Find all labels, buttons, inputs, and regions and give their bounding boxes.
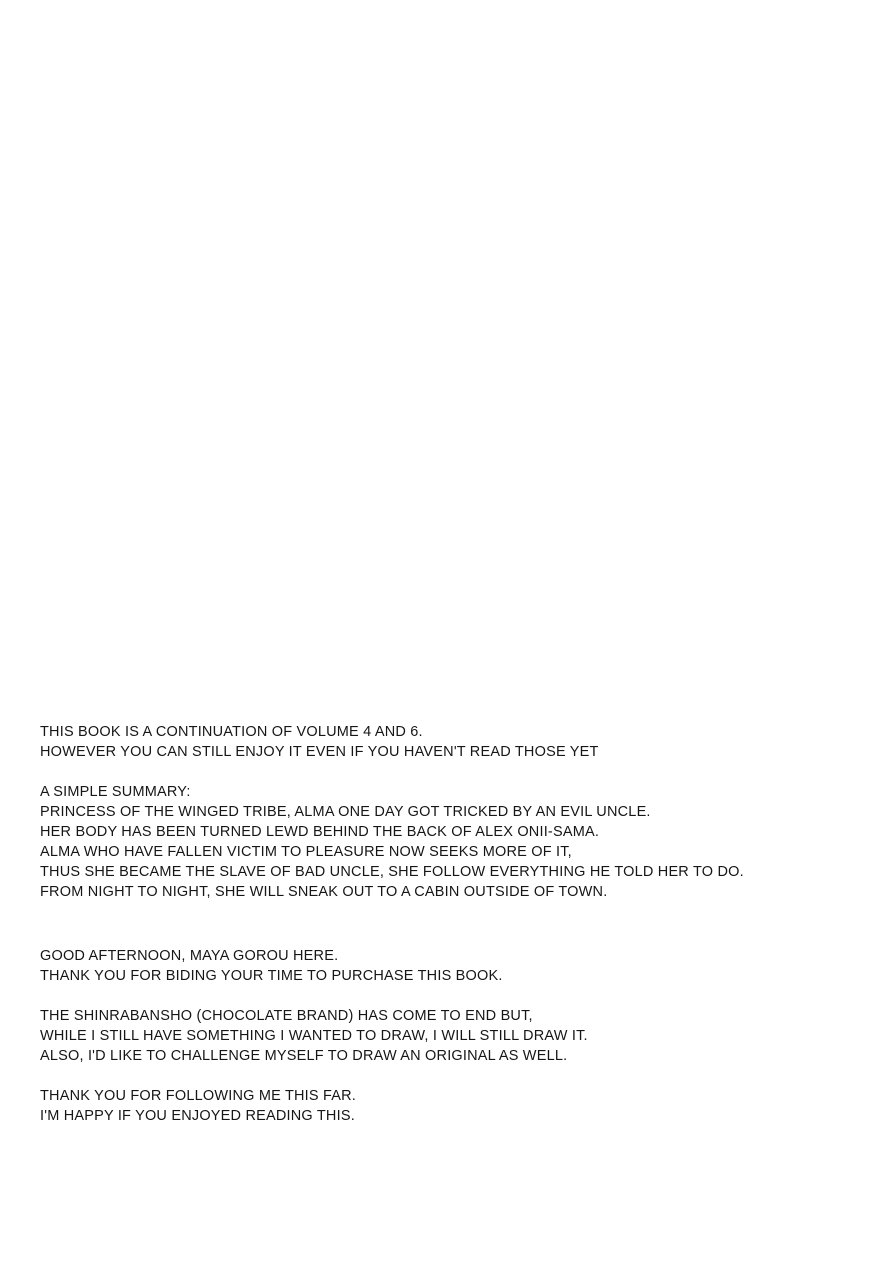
afterword-line: GOOD AFTERNOON, MAYA GOROU HERE.	[40, 948, 339, 964]
afterword-line: ALSO, I'D LIKE TO CHALLENGE MYSELF TO DRAW AN ORIGINAL AS WELL.	[40, 1048, 568, 1064]
spacer	[40, 1066, 588, 1086]
spacer	[40, 762, 744, 782]
intro-and-summary	[40, 722, 744, 902]
intro-line: HOWEVER YOU CAN STILL ENJOY IT EVEN IF YOU HAVEN'T READ THOSE YET	[40, 744, 599, 760]
summary-line: PRINCESS OF THE WINGED TRIBE, ALMA ONE DAY GOT TRICKED BY AN EVIL UNCLE.	[40, 804, 651, 820]
summary-heading: A SIMPLE SUMMARY:	[40, 784, 191, 800]
intro-line: THIS BOOK IS A CONTINUATION OF VOLUME 4 AND 6.	[40, 724, 423, 740]
afterword	[40, 946, 588, 1126]
afterword-line: THANK YOU FOR FOLLOWING ME THIS FAR.	[40, 1088, 357, 1104]
spacer	[40, 986, 588, 1006]
afterword-line: WHILE I STILL HAVE SOMETHING I WANTED TO DRAW, I WILL STILL DRAW IT.	[40, 1028, 588, 1044]
summary-line: FROM NIGHT TO NIGHT, SHE WILL SNEAK OUT TO A CABIN OUTSIDE OF TOWN.	[40, 884, 608, 900]
afterword-line: THE SHINRABANSHO (CHOCOLATE BRAND) HAS COME TO END BUT,	[40, 1008, 533, 1024]
afterword-line: THANK YOU FOR BIDING YOUR TIME TO PURCHASE THIS BOOK.	[40, 968, 503, 984]
afterword-line: I'M HAPPY IF YOU ENJOYED READING THIS.	[40, 1108, 355, 1124]
summary-line: ALMA WHO HAVE FALLEN VICTIM TO PLEASURE NOW SEEKS MORE OF IT,	[40, 844, 572, 860]
summary-line: HER BODY HAS BEEN TURNED LEWD BEHIND THE BACK OF ALEX ONII-SAMA.	[40, 824, 600, 840]
summary-line: THUS SHE BECAME THE SLAVE OF BAD UNCLE, SHE FOLLOW EVERYTHING HE TOLD HER TO DO.	[40, 864, 744, 880]
